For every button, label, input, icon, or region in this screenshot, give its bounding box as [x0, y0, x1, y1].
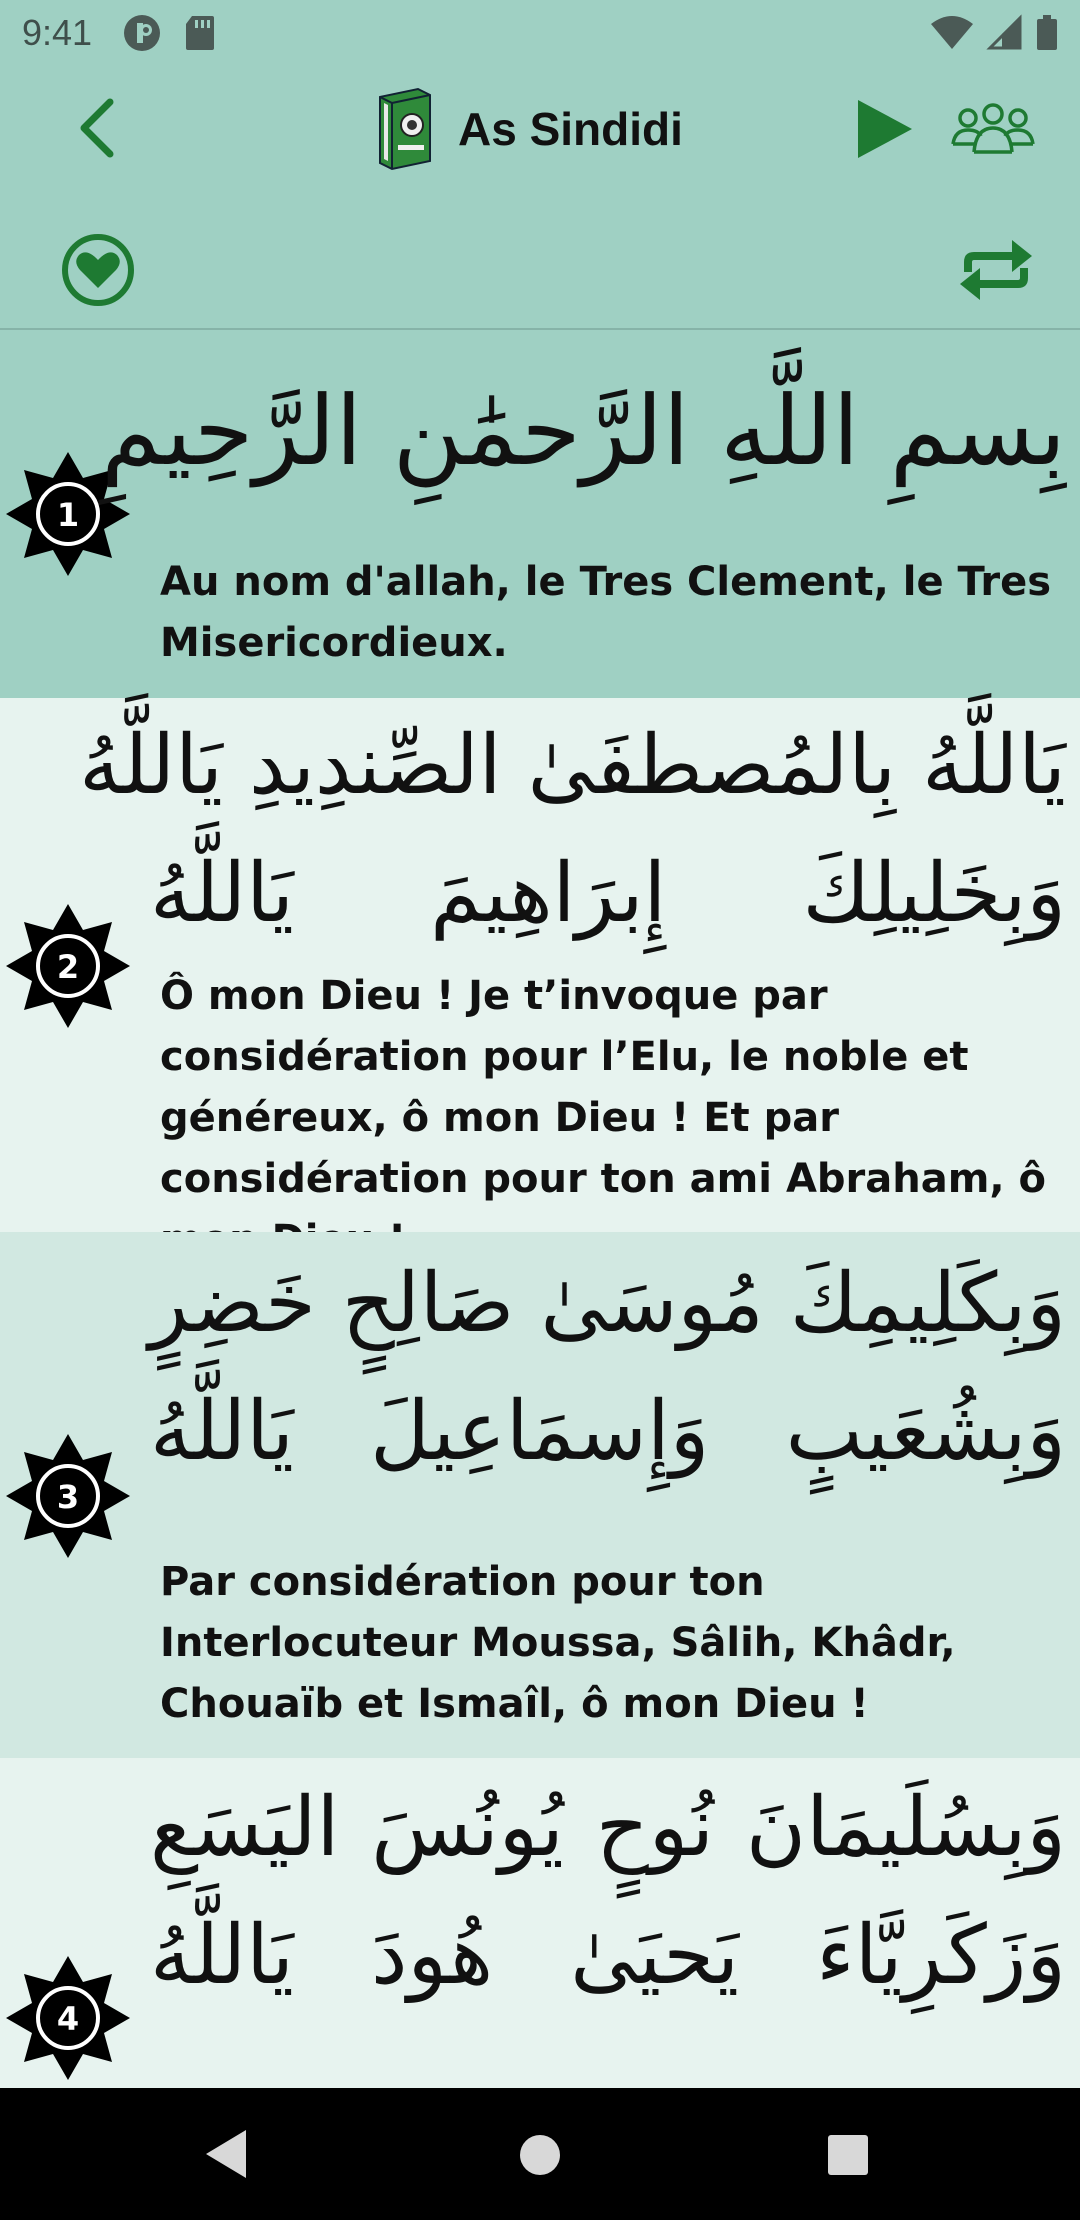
app-bar	[0, 66, 1080, 330]
verse-item[interactable]	[0, 1232, 1080, 1758]
group-icon[interactable]	[950, 102, 1036, 158]
verse-arabic-line: يَاللَّهُ بِالمُصطفَىٰ الصِّندِيدِ يَاللَّهُ	[79, 718, 1066, 813]
verse-arabic	[150, 1764, 1066, 2020]
verse-item[interactable]	[0, 330, 1080, 698]
play-icon[interactable]	[852, 96, 918, 162]
verse-arabic-line: وَبِشُعَيبٍ وَإِسمَاعِيلَ يَاللَّهُ	[150, 1384, 1066, 1479]
nav-back-icon[interactable]	[202, 2128, 250, 2180]
verse-number: 4	[56, 2000, 80, 2038]
repeat-icon[interactable]	[956, 236, 1036, 304]
verse-item[interactable]	[0, 1758, 1080, 2088]
verse-arabic-line: وَبِخَلِيلِكَ إِبرَاهِيمَ يَاللَّهُ	[150, 846, 1066, 941]
system-nav-bar	[0, 2088, 1080, 2220]
wifi-icon	[930, 16, 974, 50]
heart-circle-icon[interactable]	[60, 232, 136, 308]
verse-translation: Ô mon Dieu ! Je t’invoque par considération pour l’Elu, le noble et généreux, ô mon Dieu ! Et par considération pour ton ami Abraham, ô	[160, 973, 1046, 1202]
verse-number-badge	[4, 1954, 132, 2082]
verse-list[interactable]	[0, 330, 1080, 2088]
verse-item[interactable]	[0, 698, 1080, 1232]
notification-app-icon	[122, 13, 162, 53]
battery-icon	[1036, 15, 1058, 51]
verse-number: 3	[56, 1478, 80, 1516]
app-title-group	[372, 84, 683, 174]
verse-arabic-line: بِسمِ اللَّهِ الرَّحمَٰنِ الرَّحِيمِ	[101, 375, 1066, 487]
chevron-left-icon[interactable]	[72, 96, 124, 160]
cell-signal-icon	[988, 16, 1022, 50]
status-system-icons	[930, 15, 1058, 51]
nav-home-icon[interactable]	[519, 2134, 561, 2176]
nav-recents-icon[interactable]	[827, 2134, 869, 2176]
status-time: 9:41	[22, 12, 93, 53]
verse-number: 1	[56, 496, 80, 534]
verse-arabic-line: وَزَكَرِيَّاءَ يَحيَىٰ هُودَ يَاللَّهُ	[150, 1908, 1066, 2003]
verse-arabic-line: وَبِكَلِيمِكَ مُوسَىٰ صَالِحٍ خَضِرٍ	[148, 1256, 1066, 1351]
verse-arabic-line: وَبِسُلَيمَانَ نُوحٍ يُونُسَ اليَسَعِ	[150, 1780, 1066, 1875]
sd-card-icon	[184, 14, 216, 52]
verse-translation: Par considération pour ton Interlocuteur Moussa, Sâlih, Khâdr, Chouaïb et Ismaîl, ô mon Dieu !	[160, 1559, 956, 1727]
verse-arabic	[150, 1240, 1066, 1496]
verse-arabic	[79, 702, 1066, 958]
page-title: As Sindidi	[458, 103, 683, 155]
verse-arabic	[101, 356, 1066, 506]
verse-translation: Au nom d'allah, le Tres Clement, le Tres Misericordieux.	[160, 559, 1052, 666]
verse-number-badge	[4, 902, 132, 1030]
status-notification-icons	[122, 13, 216, 53]
verse-number: 2	[56, 948, 80, 986]
book-icon	[372, 87, 436, 171]
verse-number-badge	[4, 1432, 132, 1560]
status-bar	[0, 0, 1080, 66]
